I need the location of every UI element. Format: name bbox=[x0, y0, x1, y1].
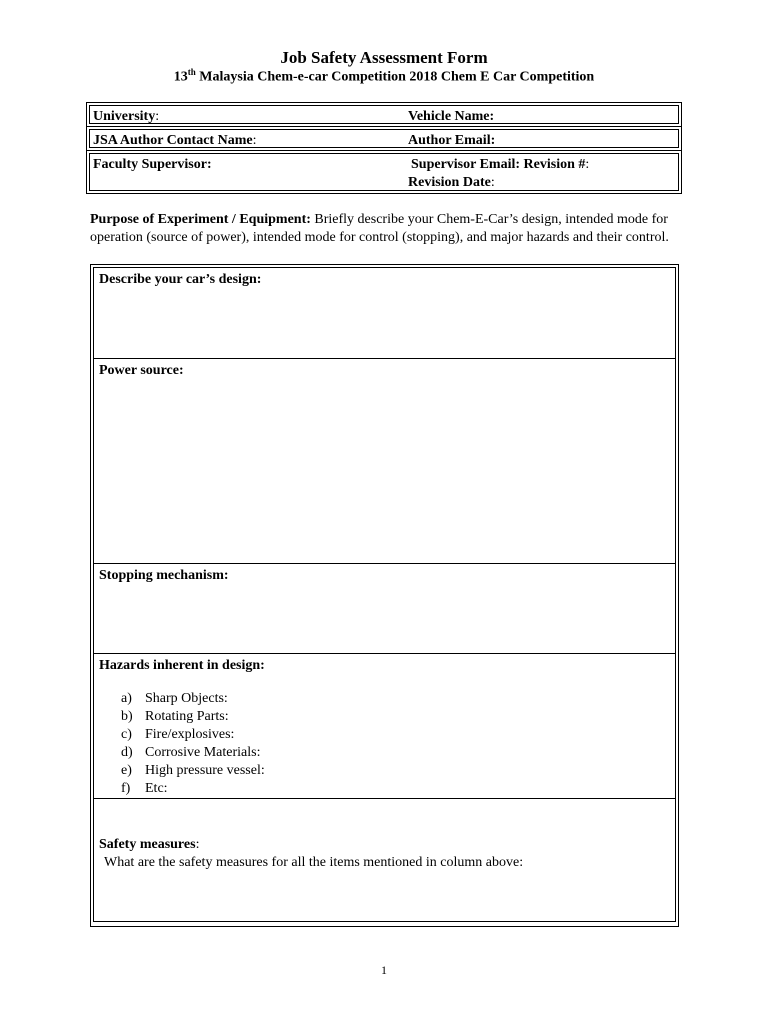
author-contact-label: JSA Author Contact Name bbox=[93, 133, 253, 148]
purpose-text: Briefly describe your Chem-E-Car’s design, intended mode for operation (source of power), intended mode for control (stopping), and major hazards and their control. bbox=[90, 212, 669, 245]
faculty-supervisor-label: Faculty Supervisor: bbox=[93, 157, 212, 172]
hazard-item bbox=[121, 780, 265, 798]
hazard-text: Etc: bbox=[145, 781, 168, 796]
subtitle-text: Malaysia Chem-e-car Competition 2018 Chem E Car Competition bbox=[195, 69, 595, 85]
hazard-text: High pressure vessel: bbox=[145, 763, 265, 778]
form-subtitle bbox=[0, 67, 768, 86]
hazard-letter: c) bbox=[121, 727, 132, 742]
purpose-label: Purpose of Experiment / Equipment: bbox=[90, 212, 311, 227]
safety-measures-heading bbox=[99, 837, 199, 853]
info-row-supervisor-inner bbox=[89, 153, 679, 191]
purpose-paragraph bbox=[90, 211, 680, 247]
university-label-group bbox=[93, 109, 159, 125]
power-source-heading: Power source: bbox=[99, 363, 184, 378]
safety-measures-question: What are the safety measures for all the items mentioned in column above: bbox=[104, 855, 524, 870]
info-row-university-inner bbox=[89, 105, 679, 124]
safety-measures-cell[interactable] bbox=[93, 798, 676, 922]
revision-date-label: Revision Date bbox=[408, 175, 491, 190]
safety-measures-colon: : bbox=[195, 837, 200, 852]
university-label: University bbox=[93, 109, 156, 124]
hazard-item bbox=[121, 690, 265, 708]
power-source-cell[interactable] bbox=[93, 358, 676, 564]
hazard-item bbox=[121, 726, 265, 744]
vehicle-name-label: Vehicle Name: bbox=[408, 109, 495, 124]
author-email-label: Author Email: bbox=[408, 133, 496, 148]
hazard-letter: f) bbox=[121, 781, 131, 796]
hazard-item bbox=[121, 744, 265, 762]
hazard-text: Sharp Objects: bbox=[145, 691, 228, 706]
revision-date-colon: : bbox=[490, 175, 495, 190]
hazard-letter: b) bbox=[121, 709, 133, 724]
hazard-item bbox=[121, 708, 265, 726]
hazards-heading: Hazards inherent in design: bbox=[99, 658, 265, 673]
info-row-supervisor bbox=[86, 150, 682, 194]
assessment-table bbox=[90, 264, 679, 927]
supervisor-email-label: Supervisor Email: Revision # bbox=[411, 157, 586, 172]
hazard-letter: d) bbox=[121, 745, 133, 760]
hazard-text: Rotating Parts: bbox=[145, 709, 229, 724]
form-title: Job Safety Assessment Form bbox=[280, 48, 488, 67]
author-label-group bbox=[93, 133, 256, 149]
university-colon: : bbox=[155, 109, 160, 124]
hazard-text: Corrosive Materials: bbox=[145, 745, 261, 760]
revision-date-group bbox=[408, 175, 495, 191]
author-contact-colon: : bbox=[252, 133, 257, 148]
info-row-author-inner bbox=[89, 129, 679, 148]
hazard-list bbox=[121, 690, 265, 798]
info-row-author bbox=[86, 126, 682, 151]
design-cell[interactable] bbox=[93, 267, 676, 359]
stopping-mechanism-cell[interactable] bbox=[93, 563, 676, 654]
design-heading: Describe your car’s design: bbox=[99, 272, 262, 287]
info-row-university bbox=[86, 102, 682, 127]
stopping-mechanism-heading: Stopping mechanism: bbox=[99, 568, 229, 583]
page-number: 1 bbox=[381, 963, 387, 977]
subtitle-number: 13 bbox=[173, 69, 188, 85]
supervisor-email-group bbox=[411, 157, 589, 173]
hazard-item bbox=[121, 762, 265, 780]
subtitle-superscript: th bbox=[187, 67, 196, 77]
hazards-cell[interactable] bbox=[93, 653, 676, 799]
safety-measures-label: Safety measures bbox=[99, 837, 196, 852]
hazard-letter: e) bbox=[121, 763, 132, 778]
hazard-text: Fire/explosives: bbox=[145, 727, 235, 742]
hazard-letter: a) bbox=[121, 691, 132, 706]
supervisor-email-colon: : bbox=[585, 157, 590, 172]
